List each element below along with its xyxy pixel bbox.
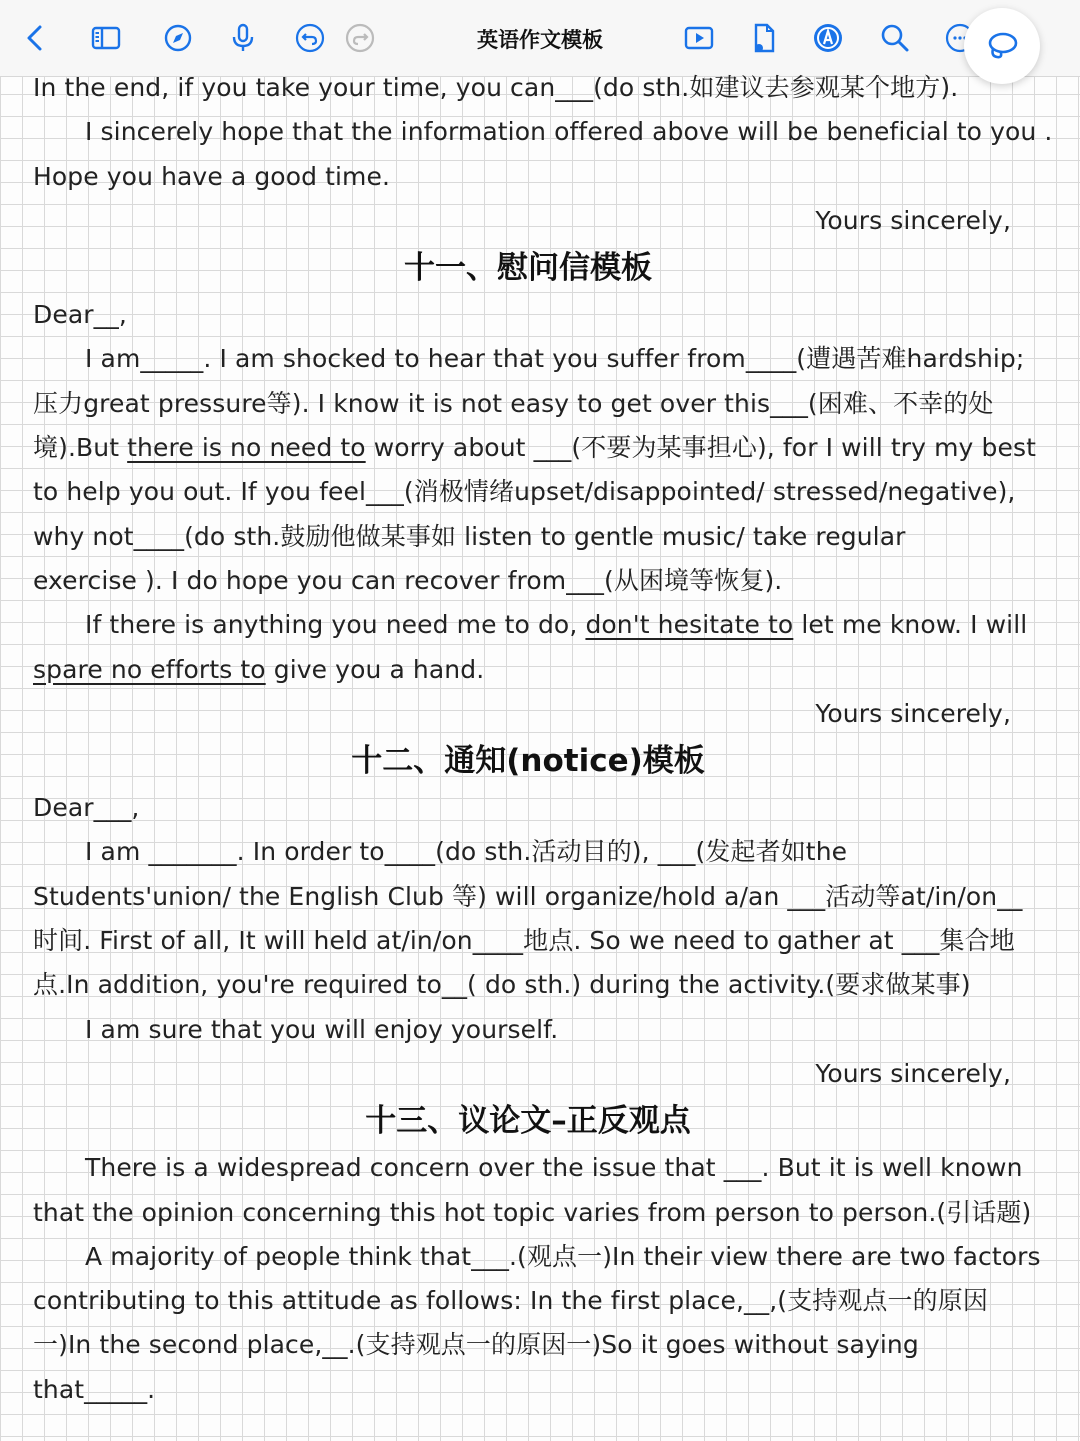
search-icon[interactable]: [877, 20, 913, 56]
text-line: 一)In the second place,__.(支持观点一的原因一)So it goes without saying: [33, 1330, 919, 1360]
underlined-phrase: there is no need to: [127, 433, 366, 463]
text-line: Hope you have a good time.: [33, 161, 391, 191]
text-segment: worry about ___(不要为某事担心), for I will try my best: [365, 433, 1036, 463]
document-icon[interactable]: [746, 20, 782, 56]
underlined-phrase: don't hesitate to: [585, 610, 794, 640]
text-line: In the end, if you take your time, you can___(do sth.如建议去参观某个地方).: [33, 73, 959, 102]
underlined-phrase: spare no efforts to: [33, 654, 266, 684]
text-line: Students'union/ the English Club 等) will organize/hold a/an ___活动等at/in/on__: [33, 881, 1023, 911]
text-line: 压力great pressure等). I know it is not easy to get over this___(困难、不幸的处: [33, 388, 994, 418]
text-line: that the opinion concerning this hot topic varies from person to person.(引话题): [33, 1197, 1032, 1227]
text-segment: If there is anything you need me to do,: [85, 610, 586, 640]
present-icon[interactable]: [681, 20, 717, 56]
salutation: Dear___,: [33, 793, 140, 823]
text-line: 时间. First of all, It will held at/in/on____地点. So we need to gather at ___集合地: [33, 926, 1015, 956]
text-line: that_____.: [33, 1374, 156, 1404]
closing-line: Yours sincerely,: [815, 205, 1011, 235]
text-line: I am sure that you will enjoy yourself.: [85, 1014, 559, 1044]
text-line: 点.In addition, you're required to__( do sth.) during the activity.(要求做某事): [33, 970, 971, 1000]
text-segment: 境).But: [33, 433, 128, 463]
section-heading: 十一、慰问信模板: [404, 250, 652, 287]
text-line: [33, 648, 1023, 692]
section-heading: 十三、议论文–正反观点: [365, 1103, 691, 1140]
text-line: to help you out. If you feel___(消极情绪upset/disappointed/ stressed/negative),: [33, 477, 1016, 507]
text-segment: let me know. I will: [793, 610, 1028, 640]
document-body: [33, 66, 1053, 1412]
text-line: [33, 603, 1028, 647]
text-line: I sincerely hope that the information offered above will be beneficial to you .: [85, 117, 1053, 147]
text-line: There is a widespread concern over the issue that ___. But it is well known: [85, 1153, 1023, 1183]
text-line: [33, 426, 1036, 470]
pencil-circle-icon[interactable]: [810, 20, 846, 56]
text-line: why not____(do sth.鼓励他做某事如 listen to gentle music/ take regular: [33, 521, 906, 551]
closing-line: Yours sincerely,: [815, 1058, 1011, 1088]
section-heading: 十二、通知(notice)模板: [351, 743, 705, 780]
text-line: exercise ). I do hope you can recover from___(从困境等恢复).: [33, 565, 783, 595]
text-segment: give you a hand.: [265, 654, 485, 684]
text-line: I am_____. I am shocked to hear that you suffer from____(遭遇苦难hardship;: [85, 344, 1025, 374]
text-line: A majority of people think that___.(观点一)In their view there are two factors: [85, 1241, 1041, 1271]
closing-line: Yours sincerely,: [815, 698, 1011, 728]
document-title: 英语作文模板: [477, 28, 603, 52]
salutation: Dear__,: [33, 300, 127, 330]
text-line: I am _______. In order to____(do sth.活动目的), ___(发起者如the: [85, 837, 848, 867]
text-line: contributing to this attitude as follows: In the first place,__,(支持观点一的原因: [33, 1286, 988, 1316]
